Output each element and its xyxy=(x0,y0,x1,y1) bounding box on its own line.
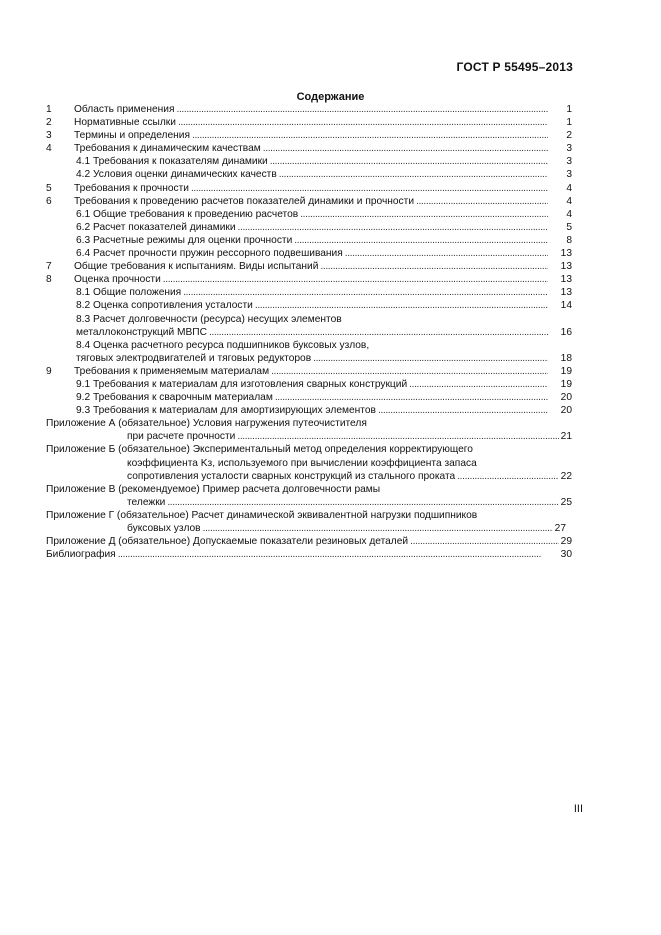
toc-entry-page: 20 xyxy=(560,405,572,417)
toc-entry-title: 9.3 Требования к материалам для амортизирующих элементов xyxy=(76,405,376,417)
toc-subentry[interactable] xyxy=(46,234,572,247)
toc-subentry[interactable] xyxy=(46,247,572,260)
toc-entry-page: 4 xyxy=(566,182,572,194)
leader-dots xyxy=(345,247,548,260)
toc-entry-title: 4.2 Условия оценки динамических качеств xyxy=(76,169,277,181)
toc-entry-title: 9.1 Требования к материалам для изготовления сварных конструкций xyxy=(76,378,408,390)
toc-appendix-title: Библиография xyxy=(46,549,116,561)
leader-dots xyxy=(416,195,548,208)
toc-entry-page: 2 xyxy=(566,130,572,142)
toc-appendix-title-line: Приложение А (обязательное) Условия нагружения путеочистителя xyxy=(46,418,367,430)
toc-appendix-page: 22 xyxy=(560,470,572,482)
toc-entry-page: 1 xyxy=(566,117,572,129)
leader-dots xyxy=(238,221,548,234)
toc-appendix-page: 29 xyxy=(560,536,572,548)
toc-entry-page: 4 xyxy=(566,208,572,220)
leader-dots xyxy=(294,234,548,247)
toc-appendix-title: сопротивления усталости сварных конструкций из стального проката xyxy=(127,470,456,482)
toc-appendix-d[interactable] xyxy=(46,535,572,548)
toc-entry-number: 9 xyxy=(46,365,52,377)
toc-entry[interactable] xyxy=(46,260,572,273)
toc-subentry[interactable] xyxy=(46,404,572,417)
page-number: III xyxy=(573,803,583,815)
toc-appendix-g[interactable] xyxy=(46,509,572,535)
toc-entry-title: Термины и определения xyxy=(74,130,190,142)
leader-dots xyxy=(176,103,548,116)
toc-subentry[interactable] xyxy=(46,313,572,339)
leader-dots xyxy=(263,142,548,155)
toc-entry-page: 5 xyxy=(566,221,572,233)
toc-entry[interactable] xyxy=(46,195,572,208)
toc-subentry[interactable] xyxy=(46,378,572,391)
toc-appendix-b[interactable] xyxy=(46,443,572,482)
toc-entry[interactable] xyxy=(46,273,572,286)
toc-appendix-title: при расчете прочности xyxy=(127,431,236,443)
leader-dots xyxy=(271,365,548,378)
toc-subentry[interactable] xyxy=(46,286,572,299)
toc-entry-title: 8.1 Общие положения xyxy=(76,287,182,299)
toc-entry-title: Требования к применяемым материалам xyxy=(74,365,270,377)
leader-dots xyxy=(237,430,558,443)
toc-entry-page: 13 xyxy=(560,261,572,273)
leader-dots xyxy=(183,286,548,299)
toc-entry-number: 7 xyxy=(46,261,52,273)
toc-entry-number: 2 xyxy=(46,117,52,129)
toc-entry-number: 8 xyxy=(46,274,52,286)
toc-entry-number: 3 xyxy=(46,130,52,142)
toc-subentry[interactable] xyxy=(46,299,572,312)
toc-appendix-page: 30 xyxy=(560,549,572,561)
toc-entry-title: Область применения xyxy=(74,104,175,115)
document-standard-number: ГОСТ Р 55495–2013 xyxy=(456,60,573,74)
toc-entry-page: 16 xyxy=(560,326,572,338)
toc-appendix-title-line: Приложение В (рекомендуемое) Пример расчета долговечности рамы xyxy=(46,483,381,495)
toc-entry-title-line: 8.3 Расчет долговечности (ресурса) несущих элементов xyxy=(76,313,342,325)
toc-appendix-title: Приложение Д (обязательное) Допускаемые показатели резиновых деталей xyxy=(46,536,409,548)
toc-entry-title: Требования к прочности xyxy=(74,182,189,194)
toc-appendix-page: 25 xyxy=(560,496,572,508)
leader-dots xyxy=(203,522,553,535)
toc-entry-page: 13 xyxy=(560,248,572,260)
toc-appendix-v[interactable] xyxy=(46,483,572,509)
toc-entry[interactable] xyxy=(46,116,572,129)
toc-entry-number: 6 xyxy=(46,195,52,207)
toc-subentry[interactable] xyxy=(46,208,572,221)
leader-dots xyxy=(313,352,548,365)
toc-entry-number: 1 xyxy=(46,104,52,115)
toc-appendix-title-line: Приложение Г (обязательное) Расчет динамической эквивалентной нагрузки подшипников xyxy=(46,509,478,521)
toc-entry[interactable] xyxy=(46,103,572,116)
leader-dots xyxy=(191,182,548,195)
toc-entry-title: Оценка прочности xyxy=(74,274,161,286)
toc-entry-title: тяговых электродвигателей и тяговых редукторов xyxy=(76,352,312,364)
toc-entry-title: Требования к проведению расчетов показателей динамики и прочности xyxy=(74,195,415,207)
toc-entry[interactable] xyxy=(46,365,572,378)
toc-bibliography[interactable] xyxy=(46,548,572,561)
toc-subentry[interactable] xyxy=(46,168,572,181)
toc-entry-number: 4 xyxy=(46,143,52,155)
toc-title: Содержание xyxy=(296,91,365,103)
toc-entry[interactable] xyxy=(46,142,572,155)
toc-entry-title: 8.2 Оценка сопротивления усталости xyxy=(76,300,253,312)
leader-dots xyxy=(163,273,548,286)
toc-entry-title: 4.1 Требования к показателям динамики xyxy=(76,156,268,168)
toc-subentry[interactable] xyxy=(46,155,572,168)
toc-subentry[interactable] xyxy=(46,339,572,365)
toc-entry-page: 3 xyxy=(566,143,572,155)
toc-entry-title: Нормативные ссылки xyxy=(74,117,176,129)
leader-dots xyxy=(457,470,558,483)
toc-entry-number: 5 xyxy=(46,182,52,194)
toc-entry-title: Требования к динамическим качествам xyxy=(74,143,261,155)
leader-dots xyxy=(320,260,548,273)
leader-dots xyxy=(275,391,548,404)
toc-appendix-title: тележки xyxy=(127,496,166,508)
toc-entry-page: 19 xyxy=(560,365,572,377)
leader-dots xyxy=(167,496,558,509)
toc-entry-page: 3 xyxy=(566,156,572,168)
toc-entry-page: 20 xyxy=(560,392,572,404)
toc-entry[interactable] xyxy=(46,182,572,195)
toc-entry-page: 14 xyxy=(560,300,572,312)
toc-entry-page: 18 xyxy=(560,352,572,364)
leader-dots xyxy=(300,208,548,221)
toc-appendix-title: буксовых узлов xyxy=(127,523,201,534)
leader-dots xyxy=(279,168,548,181)
toc-subentry[interactable] xyxy=(46,391,572,404)
toc-entry-page: 1 xyxy=(566,104,572,115)
leader-dots xyxy=(378,404,548,417)
leader-dots xyxy=(410,535,559,548)
leader-dots xyxy=(270,155,548,168)
toc-entry-title: металлоконструкций МВПС xyxy=(76,326,207,338)
toc-entry-title: Общие требования к испытаниям. Виды испытаний xyxy=(74,261,319,273)
toc-entry-page: 4 xyxy=(566,195,572,207)
toc-subentry[interactable] xyxy=(46,221,572,234)
toc-entry-page: 19 xyxy=(560,378,572,390)
toc-appendix-a[interactable] xyxy=(46,417,572,443)
leader-dots xyxy=(118,548,559,561)
table-of-contents xyxy=(46,103,572,561)
toc-appendix-page: 27 xyxy=(554,523,566,534)
toc-entry-page: 13 xyxy=(560,274,572,286)
toc-entry-title: 6.3 Расчетные режимы для оценки прочности xyxy=(76,234,293,246)
toc-appendix-title-line: коэффициента Kз, используемого при вычислении коэффициента запаса xyxy=(127,457,477,469)
toc-entry-title: 6.4 Расчет прочности пружин рессорного подвешивания xyxy=(76,248,343,260)
toc-entry-page: 13 xyxy=(560,287,572,299)
toc-entry-page: 8 xyxy=(566,234,572,246)
toc-entry-title-line: 8.4 Оценка расчетного ресурса подшипников буксовых узлов, xyxy=(76,339,370,351)
toc-entry-page: 3 xyxy=(566,169,572,181)
toc-appendix-page: 21 xyxy=(560,431,572,443)
toc-entry[interactable] xyxy=(46,129,572,142)
leader-dots xyxy=(209,326,548,339)
toc-appendix-title-line: Приложение Б (обязательное) Экспериментальный метод определения корректирующего xyxy=(46,444,473,456)
toc-entry-title: 9.2 Требования к сварочным материалам xyxy=(76,392,273,404)
toc-entry-title: 6.1 Общие требования к проведению расчетов xyxy=(76,208,299,220)
leader-dots xyxy=(192,129,548,142)
leader-dots xyxy=(255,299,548,312)
toc-entry-title: 6.2 Расчет показателей динамики xyxy=(76,221,236,233)
leader-dots xyxy=(409,378,548,391)
leader-dots xyxy=(178,116,548,129)
